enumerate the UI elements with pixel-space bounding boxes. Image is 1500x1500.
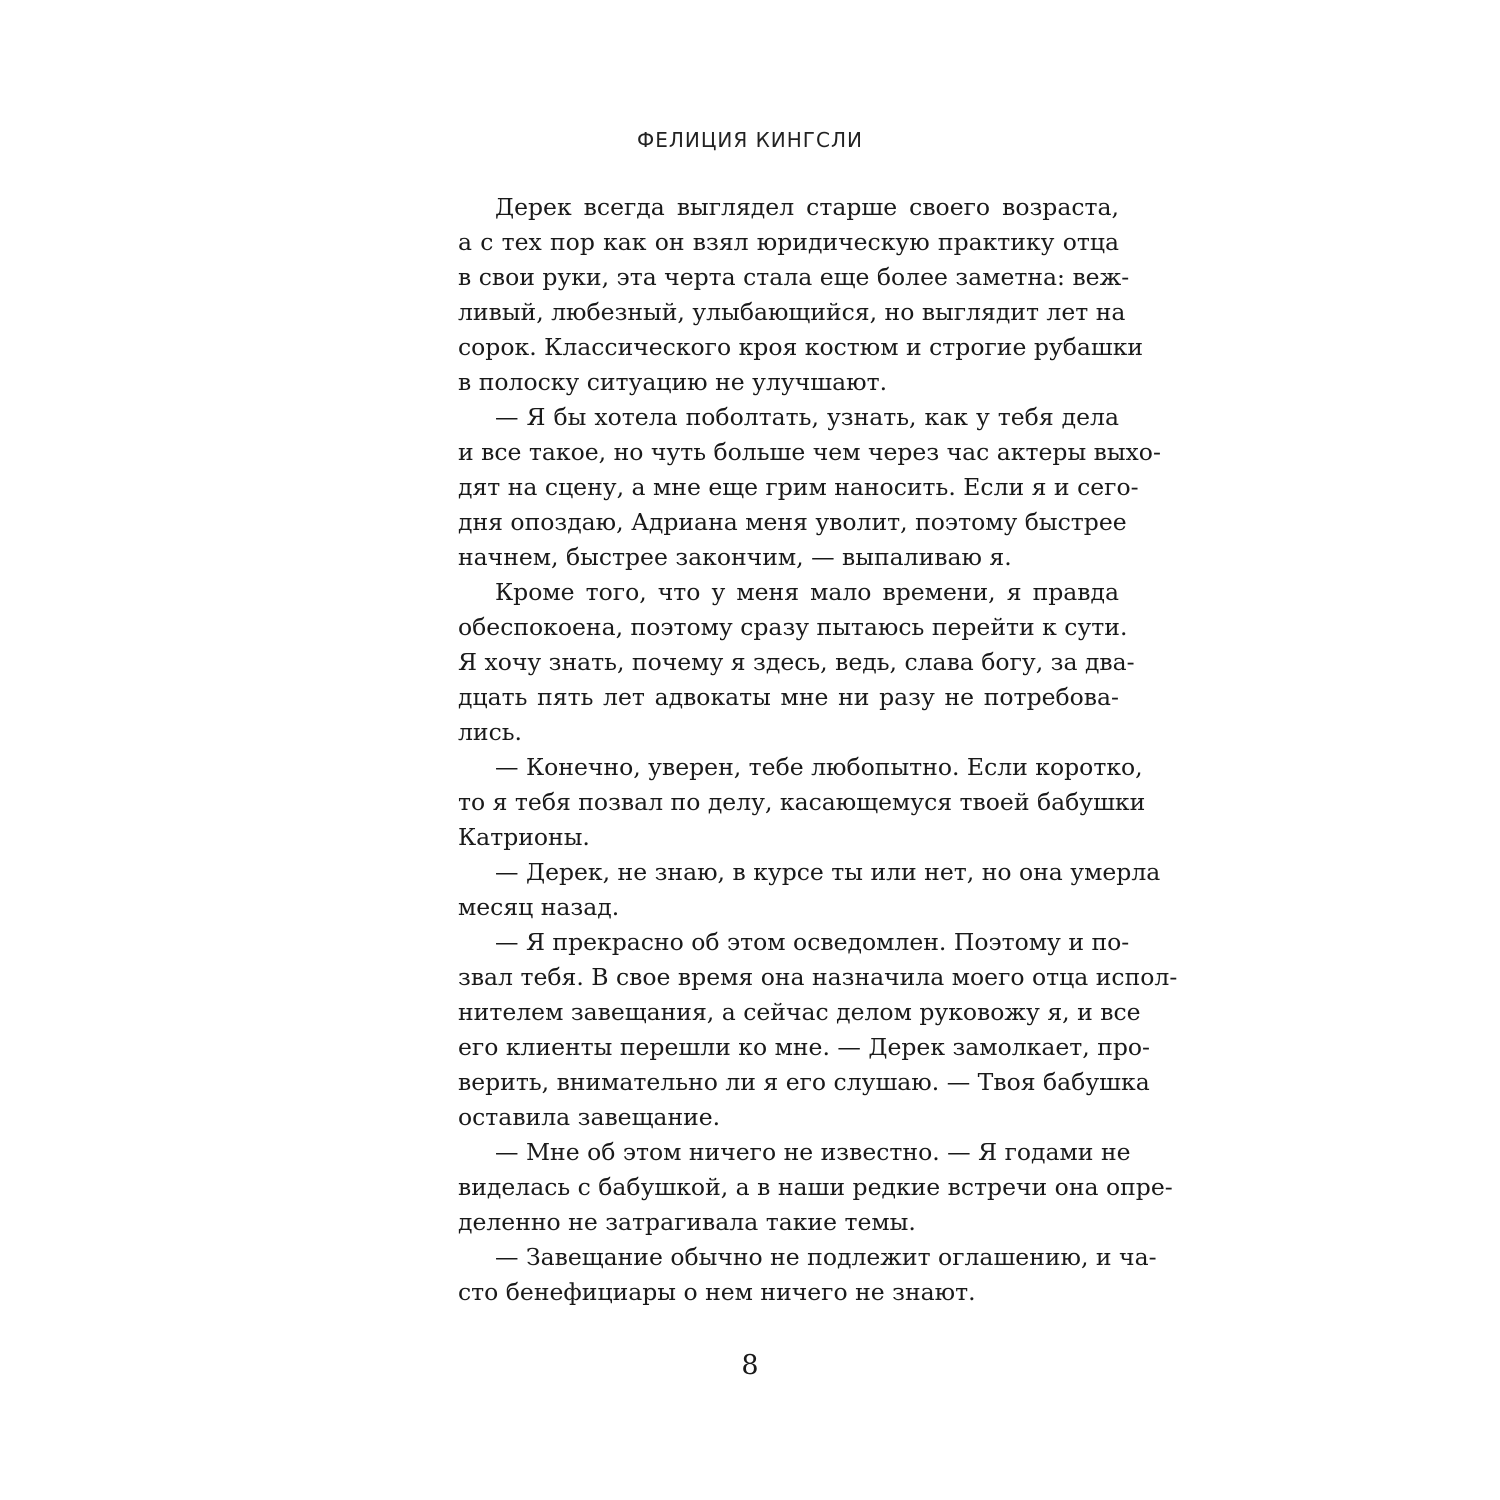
text-line: а с тех пор как он взял юридическую практику отца [458, 228, 1119, 256]
text-line: сорок. Классического кроя костюм и строгие рубашки [458, 333, 1144, 361]
text-line: верить, внимательно ли я его слушаю. — Твоя бабушка [458, 1068, 1150, 1096]
text-line: звал тебя. В свое время она назначила моего отца испол- [458, 963, 1178, 991]
text-line: — Я прекрасно об этом осведомлен. Поэтому и по- [495, 928, 1130, 956]
body-text [458, 190, 1178, 1310]
text-line: лись. [458, 718, 523, 746]
text-line: и все такое, но чуть больше чем через час актеры выхо- [458, 438, 1161, 466]
text-line: дят на сцену, а мне еще грим наносить. Если я и сего- [458, 473, 1139, 501]
text-line: нителем завещания, а сейчас делом руковожу я, и все [458, 998, 1141, 1026]
text-line: сто бенефициары о нем ничего не знают. [458, 1278, 976, 1306]
text-line: в полоску ситуацию не улучшают. [458, 368, 888, 396]
text-line: в свои руки, эта черта стала еще более заметна: веж- [458, 263, 1130, 291]
text-line: дцать пять лет адвокаты мне ни разу не потребова- [458, 683, 1119, 711]
text-line: его клиенты перешли ко мне. — Дерек замолкает, про- [458, 1033, 1150, 1061]
text-line: дня опоздаю, Адриана меня уволит, поэтому быстрее [458, 508, 1127, 536]
text-line: — Конечно, уверен, тебе любопытно. Если коротко, [495, 753, 1143, 781]
page-number: 8 [741, 1350, 759, 1381]
text-line: месяц назад. [458, 893, 620, 921]
text-line: деленно не затрагивала такие темы. [458, 1208, 916, 1236]
text-line: — Дерек, не знаю, в курсе ты или нет, но она умерла [495, 858, 1161, 886]
text-line: — Я бы хотела поболтать, узнать, как у тебя дела [495, 403, 1119, 431]
text-line: Катрионы. [458, 823, 590, 851]
text-line: то я тебя позвал по делу, касающемуся твоей бабушки [458, 788, 1146, 816]
text-line: — Мне об этом ничего не известно. — Я годами не [495, 1138, 1131, 1166]
text-line: ливый, любезный, улыбающийся, но выглядит лет на [458, 298, 1126, 326]
text-line: Я хочу знать, почему я здесь, ведь, слава богу, за два- [458, 648, 1135, 676]
text-line: Дерек всегда выглядел старше своего возраста, [495, 193, 1119, 221]
text-line: оставила завещание. [458, 1103, 721, 1131]
text-line: начнем, быстрее закончим, — выпаливаю я. [458, 543, 1012, 571]
text-line: обеспокоена, поэтому сразу пытаюсь перейти к сути. [458, 613, 1128, 641]
text-line: — Завещание обычно не подлежит оглашению, и ча- [495, 1243, 1157, 1271]
text-line: Кроме того, что у меня мало времени, я правда [495, 578, 1119, 606]
text-line: виделась с бабушкой, а в наши редкие встречи она опре- [458, 1173, 1173, 1201]
running-header: ФЕЛИЦИЯ КИНГСЛИ [637, 128, 863, 152]
